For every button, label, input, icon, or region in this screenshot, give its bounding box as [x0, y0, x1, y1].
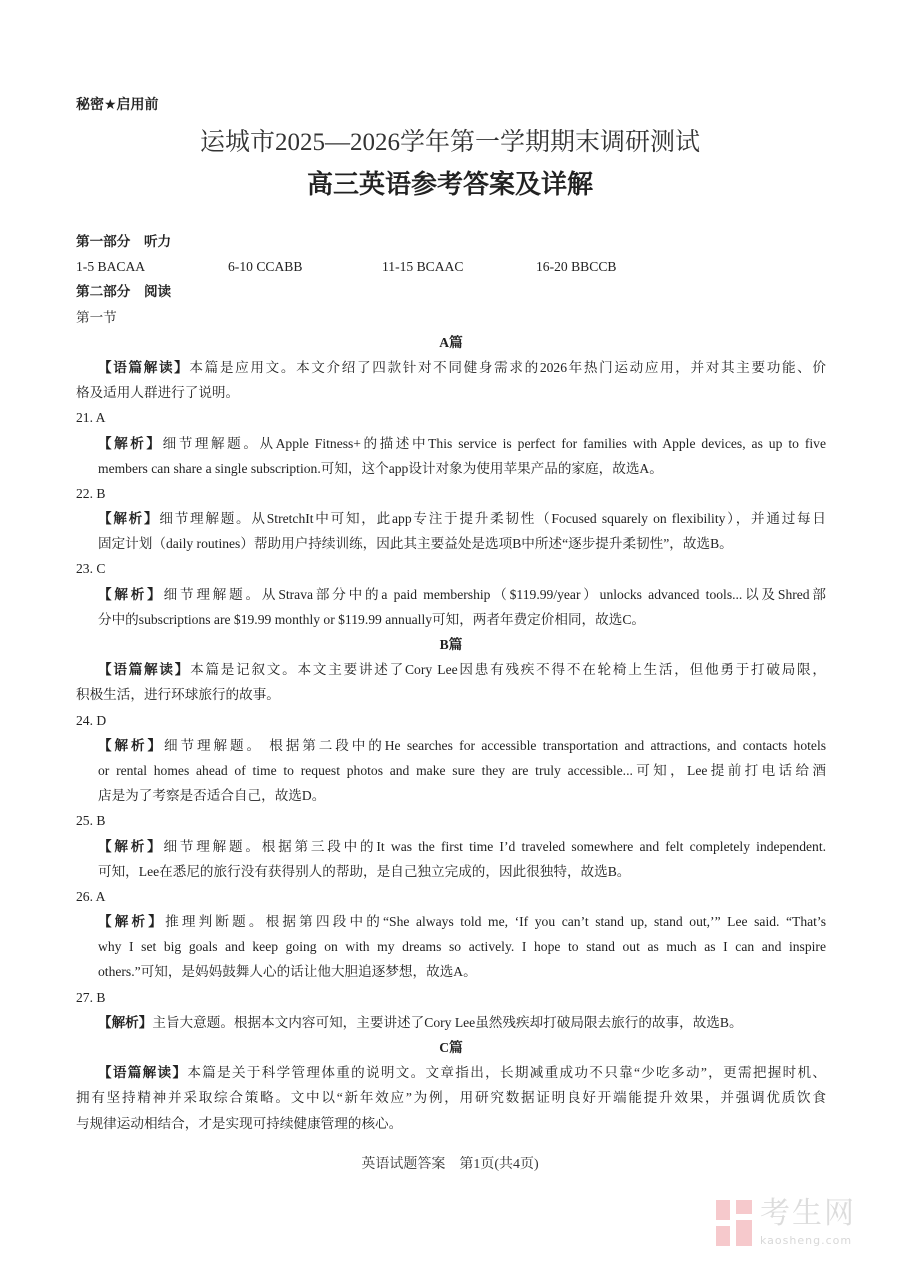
- label-tag: 【解析】: [98, 838, 164, 854]
- question-answer: 23. C: [76, 561, 106, 577]
- line-text: 本篇是关于科学管理体重的说明文。文章指出，长期减重成功不只靠“少吃多动”，更需把握时机、: [187, 1065, 826, 1081]
- passage-intro-line: [76, 355, 826, 380]
- watermark-logo: [716, 1198, 886, 1252]
- line-text: 本篇是应用文。本文介绍了四款针对不同健身需求的2026年热门运动应用，并对其主要功能、价: [189, 359, 826, 375]
- passage-intro-line: 积极生活，进行环球旅行的故事。: [76, 687, 280, 703]
- part1-heading: 第一部分 听力: [76, 234, 172, 249]
- explanation-line: [76, 834, 826, 859]
- explanation-line: or rental homes ahead of time to request photos and make sure they are truly accessible...可知，Lee提前打电话给酒: [98, 762, 826, 778]
- label-tag: 【解析】: [98, 586, 164, 602]
- listening-answers: [76, 254, 826, 279]
- question-answer: 26. A: [76, 888, 106, 904]
- question-answer: 27. B: [76, 989, 106, 1005]
- watermark-url: kaosheng.com: [760, 1234, 853, 1247]
- passage-title: C篇: [439, 1040, 463, 1055]
- answer-group: 6-10 CCABB: [228, 259, 303, 275]
- passage-intro-line: [76, 657, 826, 682]
- explanation-line: [76, 909, 826, 934]
- question-answer: 21. A: [76, 410, 106, 426]
- label-tag: 【解析】: [98, 914, 166, 930]
- passage-intro-line: 与规律运动相结合，才是实现可持续健康管理的核心。: [76, 1115, 403, 1131]
- answer-body: [76, 229, 826, 1136]
- passage-intro-line: 拥有坚持精神并采取综合策略。文中以“新年效应”为例，用研究数据证明良好开端能提升效果，并强调优质饮食: [76, 1090, 826, 1106]
- label-tag: 【解析】: [98, 737, 164, 753]
- page-footer: 英语试题答案 第1页(共4页): [361, 1157, 539, 1172]
- answer-group: 11-15 BCAAC: [382, 259, 464, 275]
- line-text: 本篇是记叙文。本文主要讲述了Cory Lee因患有残疾不得不在轮椅上生活，但他勇于打破局限，: [190, 662, 826, 678]
- exam-title: 运城市2025—2026学年第一学期期末调研测试: [199, 129, 700, 156]
- passages: [76, 330, 826, 1136]
- label-tag: 【语篇解读】: [98, 1065, 188, 1081]
- watermark-name: 考生网: [760, 1196, 856, 1231]
- passage-intro-line: 格及适用人群进行了说明。: [76, 385, 240, 401]
- section-label: 第一节: [76, 309, 117, 325]
- line-text: 主旨大意题。根据本文内容可知，主要讲述了Cory Lee虽然残疾却打破局限去旅行的故事，故选B。: [152, 1014, 743, 1030]
- explanation-line: 分中的subscriptions are $19.99 monthly or $119.99 annually可知，两者年费定价相同，故选C。: [98, 611, 645, 627]
- explanation-line: [76, 431, 826, 456]
- part2-heading: 第二部分 阅读: [76, 284, 172, 300]
- logo-mark-icon: [716, 1200, 752, 1246]
- explanation-line: others.”可知，是妈妈鼓舞人心的话让他大胆追逐梦想，故选A。: [98, 964, 477, 980]
- line-text: 细节理解题。从Strava部分中的a paid membership（$119.99/year）unlocks advanced tools...以及Shred部: [163, 586, 826, 602]
- label-tag: 【解析】: [98, 511, 160, 527]
- question-answer: 25. B: [76, 813, 106, 829]
- label-tag: 【解析】: [98, 435, 163, 451]
- document-title: 高三英语参考答案及详解: [306, 169, 593, 199]
- passage-intro-line: [76, 1060, 826, 1085]
- line-text: 推理判断题。根据第四段中的“She always told me, ‘If you can’t stand up, stand out,’” Lee said. “That’s: [165, 914, 826, 930]
- line-text: 细节理解题。 根据第二段中的He searches for accessible transportation and attractions, and contacts hotels: [163, 737, 826, 753]
- question-answer: 24. D: [76, 712, 107, 728]
- explanation-line: members can share a single subscription.可知，这个app设计对象为使用苹果产品的家庭，故选A。: [98, 460, 663, 476]
- explanation-line: [76, 733, 826, 758]
- explanation-line: why I set big goals and keep going on with my dreams so actively. I hope to stand out as much as I can and inspire: [98, 939, 826, 955]
- answer-group: 16-20 BBCCB: [536, 259, 617, 275]
- explanation-line: 可知，Lee在悉尼的旅行没有获得别人的帮助，是自己独立完成的，因此很独特，故选B。: [98, 863, 631, 879]
- passage-title: A篇: [439, 334, 463, 350]
- answer-group: 1-5 BACAA: [76, 259, 146, 275]
- explanation-line: 固定计划（daily routines）帮助用户持续训练，因此其主要益处是选项B中所述“逐步提升柔韧性”，故选B。: [98, 536, 733, 552]
- line-text: 细节理解题。从StretchIt中可知，此app专注于提升柔韧性（Focused squarely on flexibility），并通过每日: [159, 511, 826, 527]
- confidential-label: 秘密★启用前: [76, 96, 159, 112]
- line-text: 细节理解题。根据第三段中的It was the first time I’d traveled somewhere and felt completely independent.: [163, 838, 826, 854]
- label-tag: 【语篇解读】: [98, 662, 191, 678]
- passage-title: B篇: [439, 637, 463, 652]
- question-answer: 22. B: [76, 485, 106, 501]
- line-text: 细节理解题。从Apple Fitness+的描述中This service is perfect for families with Apple devices, as up to five: [162, 435, 826, 451]
- explanation-line: [76, 506, 826, 531]
- label-tag: 【解析】: [98, 1014, 153, 1030]
- explanation-line: [76, 1010, 826, 1035]
- explanation-line: 店是为了考察是否适合自己，故选D。: [98, 788, 326, 804]
- explanation-line: [76, 582, 826, 607]
- label-tag: 【语篇解读】: [98, 359, 190, 375]
